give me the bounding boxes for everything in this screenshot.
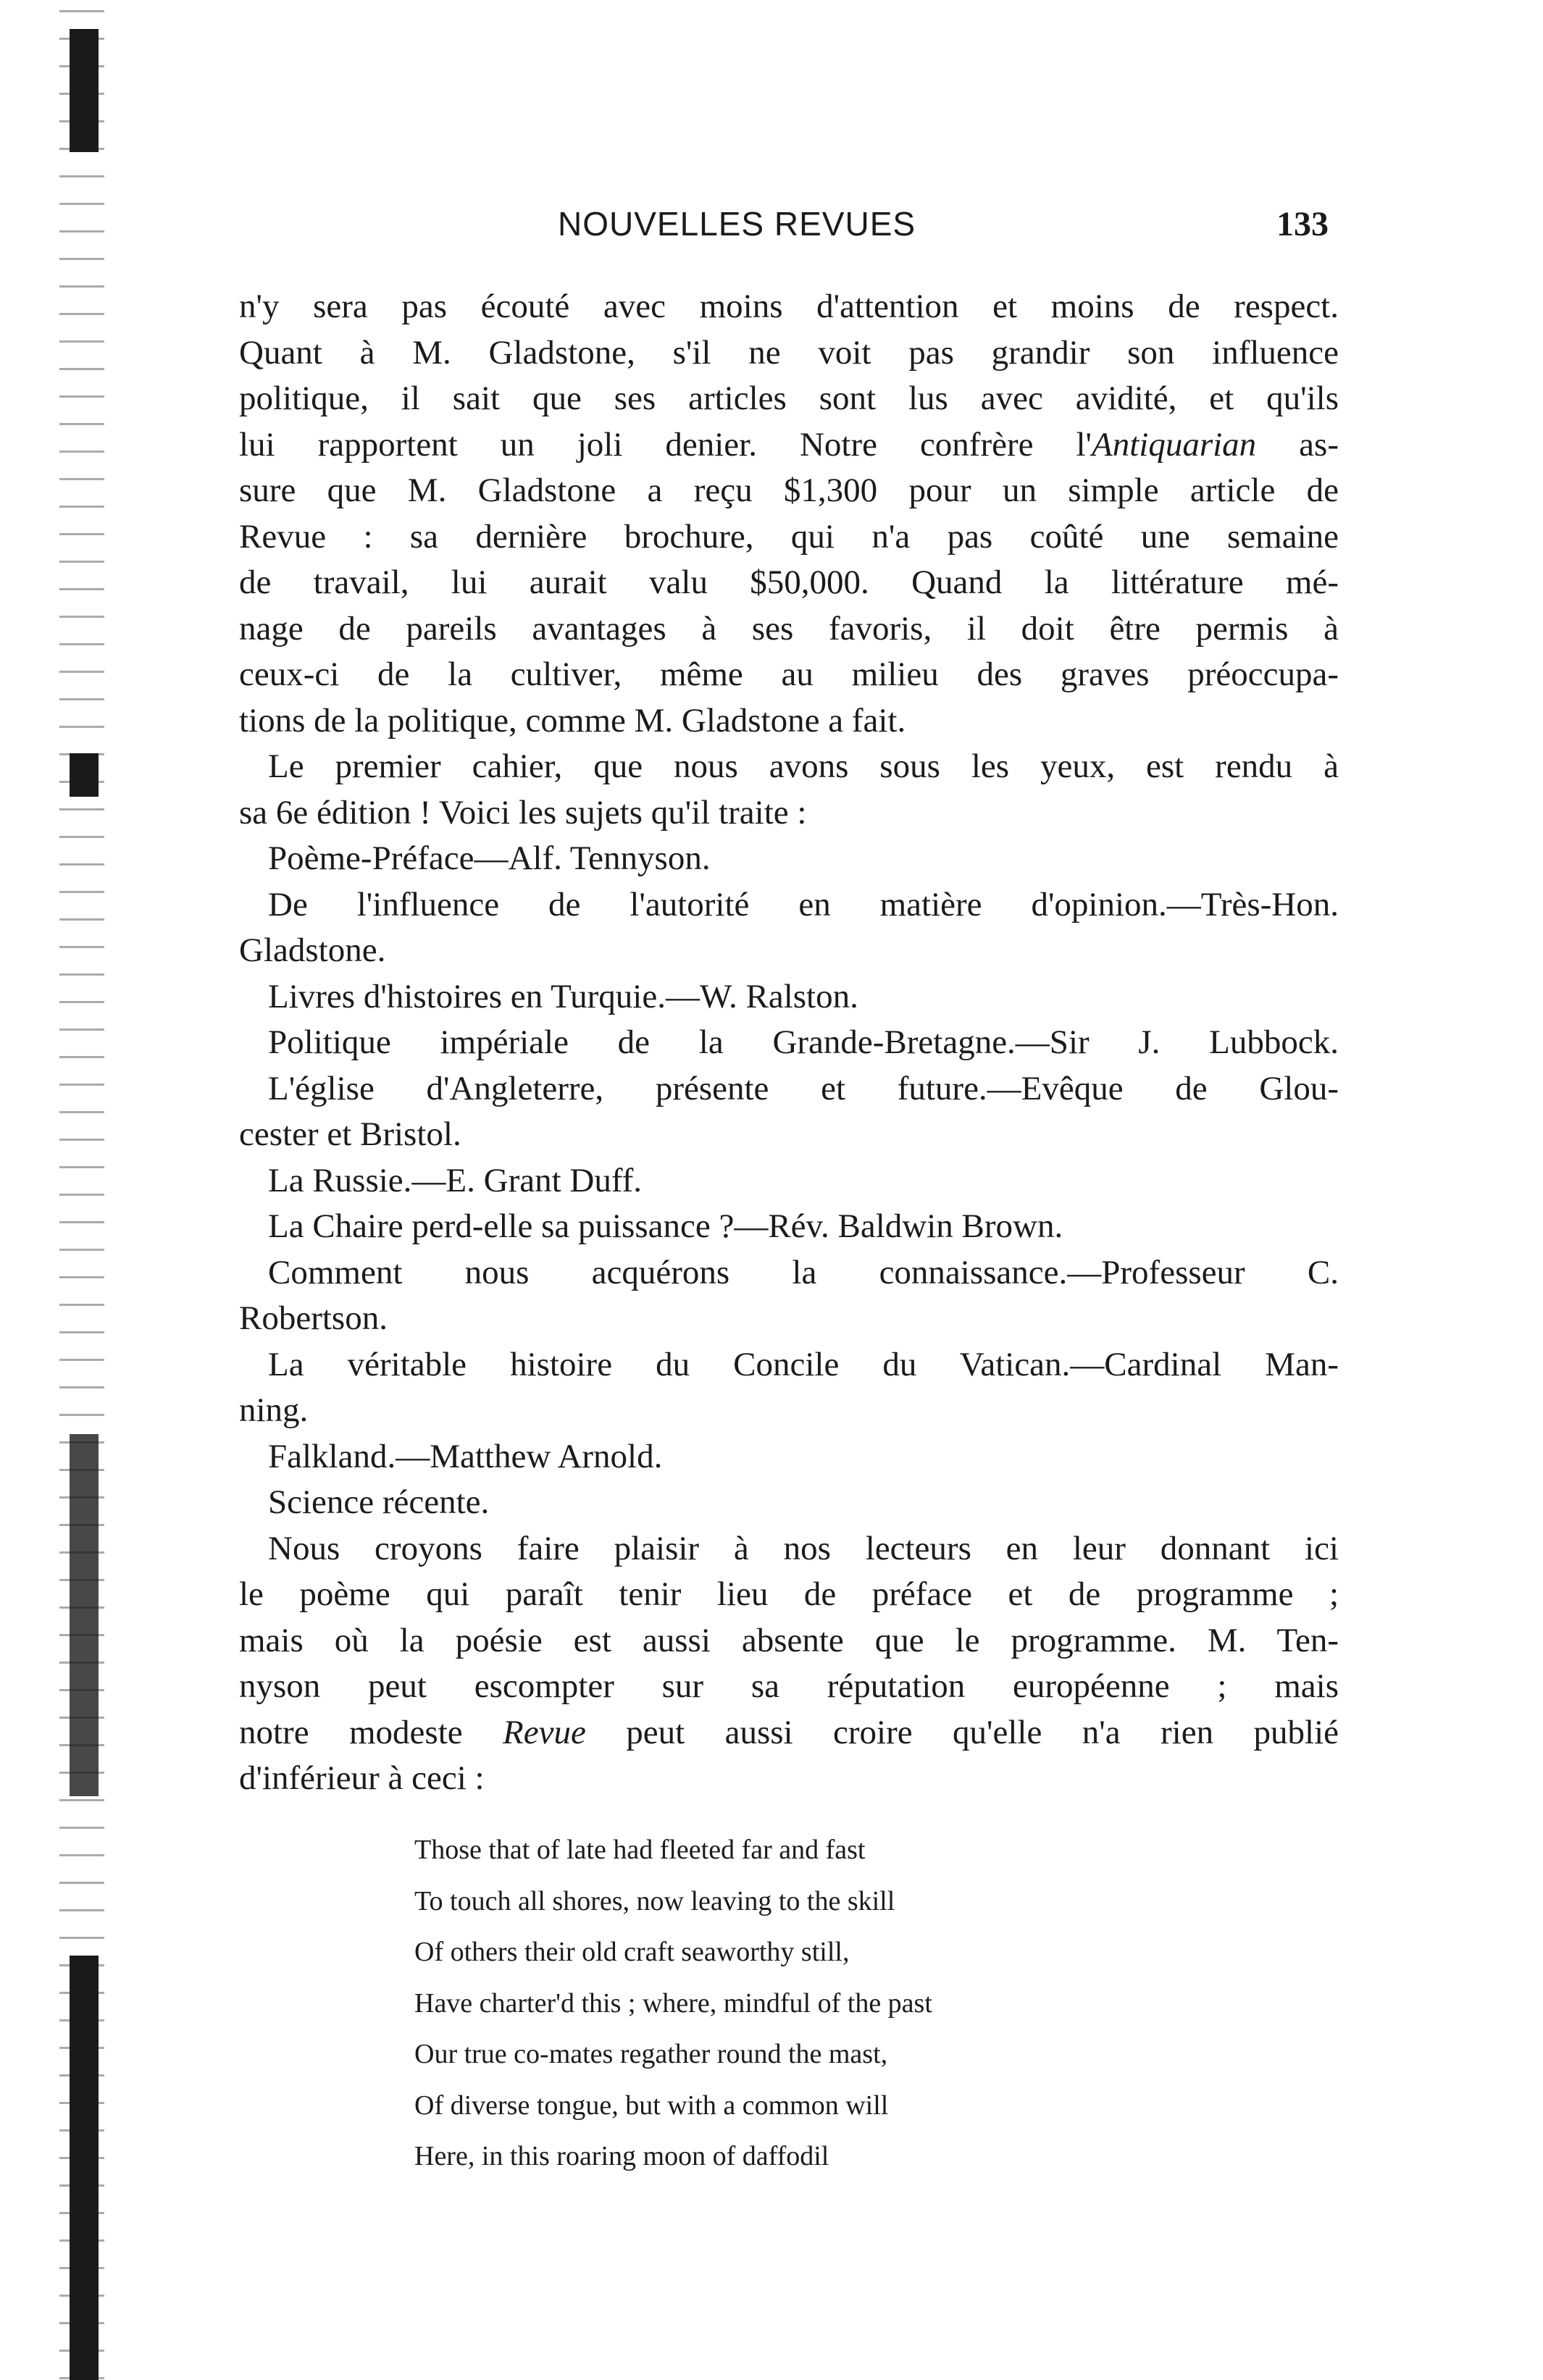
- poem: [414, 1824, 932, 2182]
- poem-line: To touch all shores, now leaving to the skill: [414, 1885, 895, 1916]
- poem-line: Of diverse tongue, but with a common will: [414, 2090, 889, 2121]
- contents-item: De l'influence de l'autorité en matière d'opinion.—Très-Hon.: [268, 885, 1339, 923]
- text-line: d'inférieur à ceci :: [239, 1759, 485, 1797]
- contents-item: Falkland.—Matthew Arnold.: [268, 1437, 663, 1475]
- contents-item: L'église d'Angleterre, présente et future.—Evêque de Glou-: [268, 1069, 1339, 1107]
- text-line: politique, il sait que ses articles sont lus avec avidité, et qu'ils: [239, 380, 1339, 417]
- poem-line: Have charter'd this ; where, mindful of the past: [414, 1987, 932, 2019]
- contents-item: Livres d'histoires en Turquie.—W. Ralston.: [268, 977, 858, 1015]
- poem-line: Of others their old craft seaworthy still,: [414, 1937, 850, 1967]
- text-line: mais où la poésie est aussi absente que le programme. M. Ten-: [239, 1621, 1339, 1659]
- text-line-revue: [239, 1710, 1339, 1756]
- text-segment: as-: [1256, 425, 1339, 464]
- contents-item: Comment nous acquérons la connaissance.—Professeur C.: [268, 1253, 1339, 1291]
- text-line: Quant à M. Gladstone, s'il ne voit pas grandir son influence: [239, 333, 1339, 372]
- page-number: 133: [1276, 205, 1329, 243]
- text-line: Revue : sa dernière brochure, qui n'a pas coûté une semaine: [239, 517, 1339, 556]
- text-segment: peut aussi croire qu'elle n'a rien publié: [585, 1713, 1339, 1751]
- text-line: tions de la politique, comme M. Gladstone a fait.: [239, 701, 906, 739]
- text-line: Le premier cahier, que nous avons sous les yeux, est rendu à: [268, 747, 1339, 785]
- contents-item-continued: Robertson.: [239, 1299, 388, 1337]
- journal-title-antiquarian: Antiquarian: [1092, 425, 1257, 464]
- text-segment: lui rapportent un joli denier. Notre confrère l': [239, 425, 1092, 464]
- contents-item: La Chaire perd-elle sa puissance ?—Rév. Baldwin Brown.: [268, 1207, 1063, 1245]
- text-line: Nous croyons faire plaisir à nos lecteurs en leur donnant ici: [268, 1529, 1339, 1567]
- poem-line: Those that of late had fleeted far and fast: [414, 1835, 866, 1865]
- text-line: de travail, lui aurait valu $50,000. Quand la littérature mé-: [239, 563, 1339, 601]
- contents-item: La véritable histoire du Concile du Vatican.—Cardinal Man-: [268, 1345, 1339, 1383]
- contents-item-continued: cester et Bristol.: [239, 1115, 461, 1153]
- journal-title-revue: Revue: [503, 1713, 586, 1751]
- poem-line: Here, in this roaring moon of daffodil: [414, 2141, 829, 2171]
- text-line: sa 6e édition ! Voici les sujets qu'il traite :: [239, 793, 807, 831]
- binding-shadow-lower: [70, 1434, 99, 1796]
- body-text: [239, 284, 1339, 1802]
- text-line: sure que M. Gladstone a reçu $1,300 pour un simple article de: [239, 472, 1339, 509]
- running-head: NOUVELLES REVUES: [558, 205, 916, 243]
- binding-shadow-mid: [70, 753, 99, 797]
- contents-item-continued: ning.: [239, 1391, 309, 1429]
- text-line: nage de pareils avantages à ses favoris, il doit être permis à: [239, 609, 1339, 648]
- poem-line: Our true co-mates regather round the mast,: [414, 2039, 888, 2069]
- text-line: n'y sera pas écouté avec moins d'attention et moins de respect.: [239, 288, 1339, 325]
- contents-item: Politique impériale de la Grande-Bretagne.—Sir J. Lubbock.: [268, 1023, 1339, 1061]
- text-segment: notre modeste: [239, 1713, 503, 1751]
- text-line: nyson peut escompter sur sa réputation européenne ; mais: [239, 1667, 1339, 1705]
- text-line: ceux-ci de la cultiver, même au milieu des graves préoccupa-: [239, 655, 1339, 693]
- contents-item: Science récente.: [268, 1483, 490, 1521]
- binding-shadow-top: [70, 29, 99, 152]
- text-line: le poème qui paraît tenir lieu de préface et de programme ;: [239, 1575, 1339, 1613]
- text-line-antiquarian: [239, 422, 1339, 469]
- contents-item-continued: Gladstone.: [239, 931, 386, 969]
- binding-shadow-bottom: [70, 1956, 99, 2380]
- contents-item: Poème-Préface—Alf. Tennyson.: [268, 839, 711, 877]
- contents-item: La Russie.—E. Grant Duff.: [268, 1161, 643, 1199]
